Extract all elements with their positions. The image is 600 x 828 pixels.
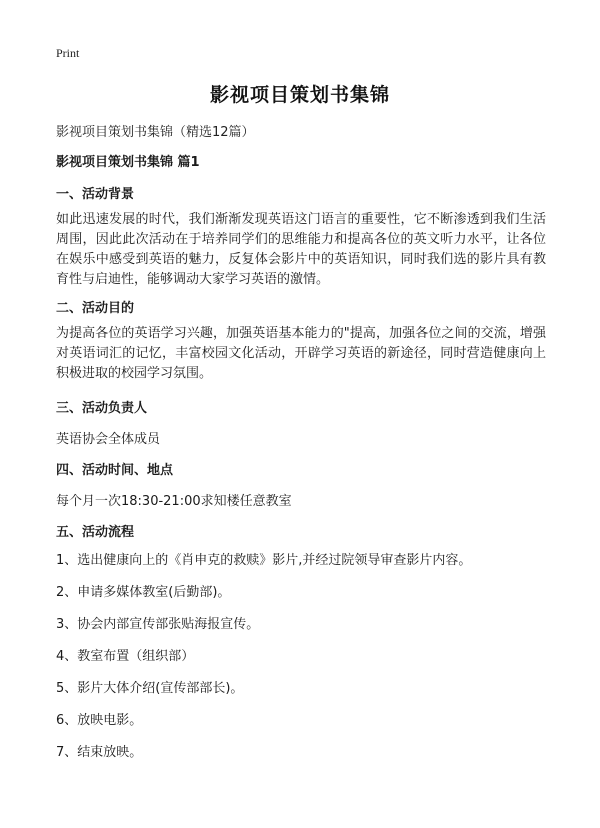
page-title: 影视项目策划书集锦 [209,84,390,106]
process-step: 3、协会内部宣传部张贴海报宣传。 [56,617,260,632]
process-step: 4、教室布置（组织部） [56,649,195,664]
section-body-purpose: 为提高各位的英语学习兴趣，加强英语基本能力的"提高，加强各位之间的交流，增强对英语词汇的记忆，丰富校园文化活动，开辟学习英语的新途径，同时营造健康向上积极进取的校园学习氛围。 [56,326,546,381]
section-heading-organizer: 三、活动负责人 [56,401,148,416]
process-step: 2、申请多媒体教室(后勤部)。 [56,585,231,600]
print-link[interactable]: Print [56,46,80,60]
section-heading-purpose: 二、活动目的 [56,301,135,316]
section-heading-time-place: 四、活动时间、地点 [56,463,174,478]
section-body-background: 如此迅速发展的时代，我们渐渐发现英语这门语言的重要性，它不断渗透到我们生活周围，因此此次活动在于培养同学们的思维能力和提高各位的英文听力水平，让各位在娱乐中感受到英语的魅力，反复体会影片中的英语知识，同时我们选的影片具有教育性与启迪性，能够调动大家学习英语的激情。 [56,212,546,287]
section-heading-background: 一、活动背景 [56,187,135,202]
process-step: 1、选出健康向上的《肖申克的救赎》影片,并经过院领导审查影片内容。 [56,553,472,568]
page-subtitle: 影视项目策划书集锦（精选12篇） [56,125,255,140]
piece-heading: 影视项目策划书集锦 篇1 [56,155,200,170]
process-step: 6、放映电影。 [56,713,143,728]
process-step-list [56,552,546,776]
process-step: 5、影片大体介绍(宣传部部长)。 [56,681,244,696]
process-step: 7、结束放映。 [56,745,143,760]
section-body-organizer: 英语协会全体成员 [56,432,161,447]
section-body-time-place: 每个月一次18:30-21:00求知楼任意教室 [56,494,292,509]
section-heading-process: 五、活动流程 [56,525,135,540]
